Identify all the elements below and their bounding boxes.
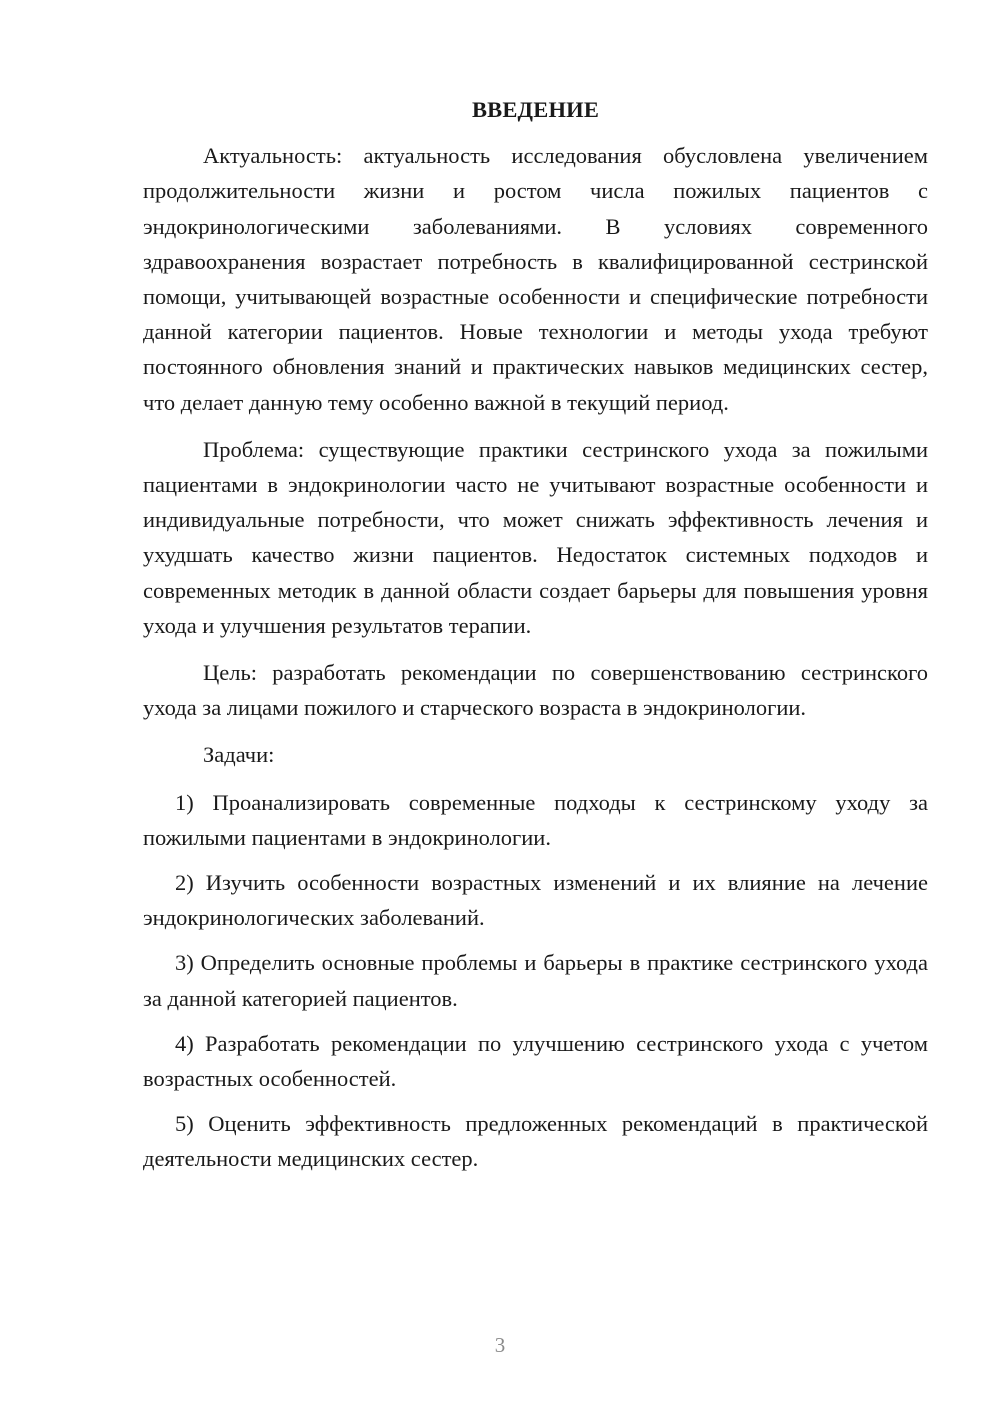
page-number: 3 <box>494 1333 506 1357</box>
document-page <box>143 92 928 1187</box>
task-item: 3) Определить основные проблемы и барьеры в практике сестринского ухода за данной категорией пациентов. <box>143 950 928 1011</box>
task-item: 4) Разработать рекомендации по улучшению сестринского ухода с учетом возрастных особенностей. <box>143 1030 928 1092</box>
task-item: 1) Проанализировать современные подходы к сестринскому уходу за пожилыми пациентами в эндокринологии. <box>143 789 928 850</box>
section-title: ВВЕДЕНИЕ <box>471 97 600 122</box>
goal-paragraph: Цель: разработать рекомендации по совершенствованию сестринского ухода за лицами пожилого и старческого возраста в эндокринологии. <box>143 660 928 721</box>
tasks-heading: Задачи: <box>203 742 275 768</box>
problem-paragraph: Проблема: существующие практики сестринского ухода за пожилыми пациентами в эндокринологии часто не учитывают возрастные особенности и индивидуальные потребности, что может снижать эффективность лечения и ухудшать качество жизни пациентов. Недостаток системных подходов и современных методик в данной области создает барьеры для повышения уровня ухода и улучшения результатов терапии. <box>143 436 928 638</box>
task-item: 2) Изучить особенности возрастных изменений и их влияние на лечение эндокринологических заболеваний. <box>143 870 928 931</box>
relevance-paragraph: Актуальность: актуальность исследования обусловлена увеличением продолжительности жизни и ростом числа пожилых пациентов с эндокринологическими заболеваниями. В условиях современного здравоохранения возрастает потребность в квалифицированной сестринской помощи, учитывающей возрастные особенности и специфические потребности данной категории пациентов. Новые технологии и методы ухода требуют постоянного обновления знаний и практических навыков медицинских сестер, что делает данную тему особенно важной в текущий период. <box>143 143 928 415</box>
task-item: 5) Оценить эффективность предложенных рекомендаций в практической деятельности медицинских сестер. <box>143 1111 928 1172</box>
tasks-list <box>143 785 928 1177</box>
